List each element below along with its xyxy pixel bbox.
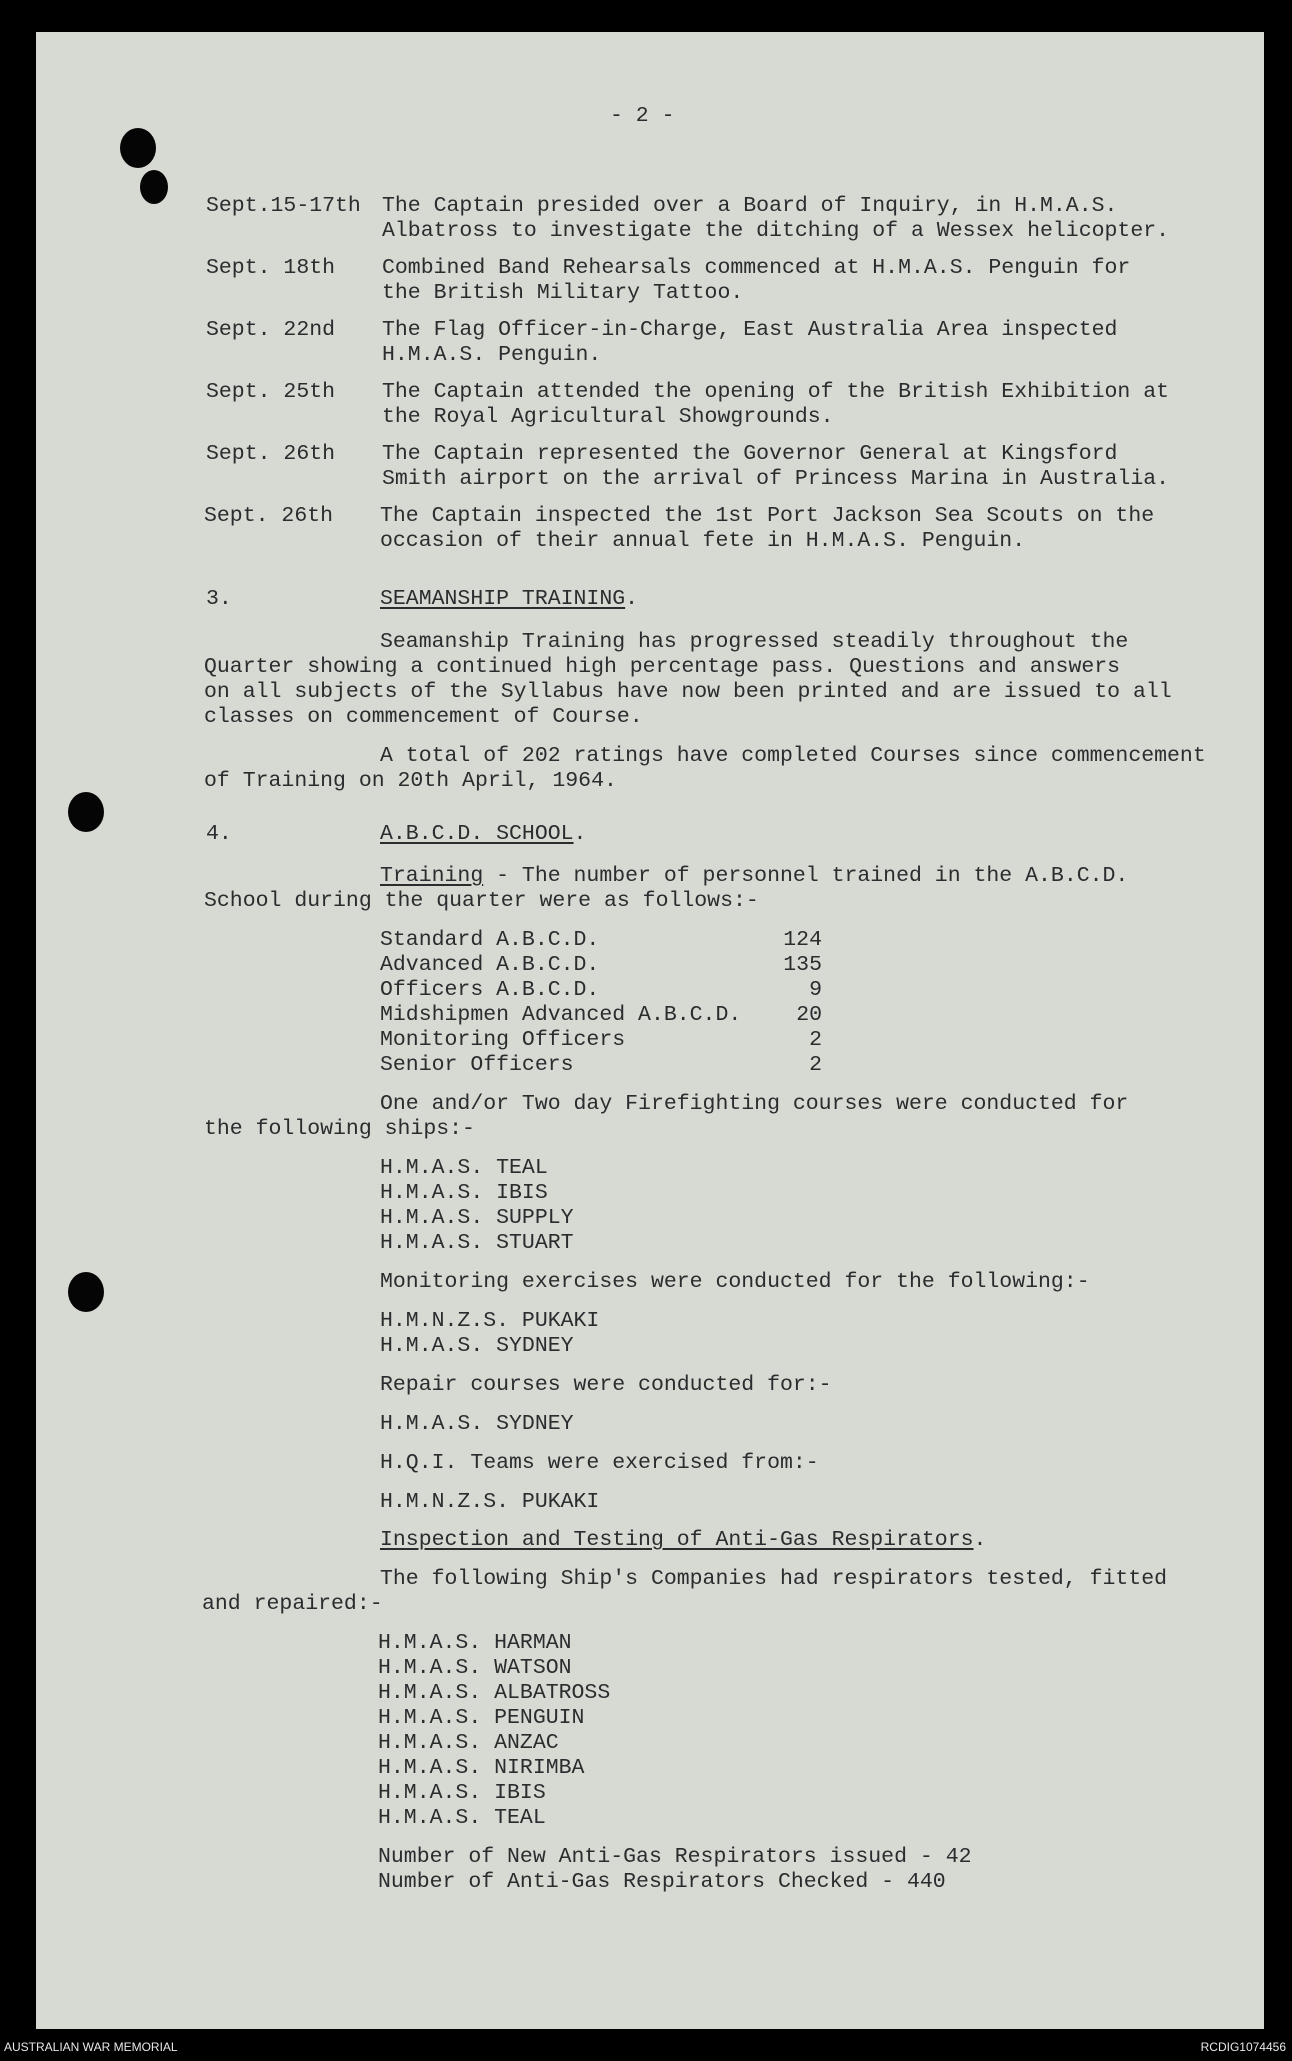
event-text: the Royal Agricultural Showgrounds.	[382, 405, 834, 429]
paragraph-line: and repaired:-	[202, 1592, 383, 1616]
ship-name: H.M.A.S. SYDNEY	[380, 1412, 574, 1436]
event-date: Sept. 22nd	[206, 318, 336, 342]
ship-name: H.M.A.S. ALBATROSS	[378, 1681, 611, 1705]
ship-name: H.M.A.S. IBIS	[378, 1781, 546, 1805]
training-line: School during the quarter were as follows:-	[204, 889, 759, 913]
footer-id: RCDIG1074456	[1200, 2040, 1286, 2054]
trained-label: Officers A.B.C.D.	[380, 978, 600, 1002]
event-text: H.M.A.S. Penguin.	[382, 343, 602, 367]
section-heading: A.B.C.D. SCHOOL.	[380, 822, 587, 846]
trained-label: Midshipmen Advanced A.B.C.D.	[380, 1003, 742, 1027]
event-date: Sept.15-17th	[206, 194, 361, 218]
paragraph-line: the following ships:-	[204, 1117, 475, 1141]
event-date: Sept. 26th	[206, 442, 336, 466]
event-text: The Captain inspected the 1st Port Jackson Sea Scouts on the	[380, 504, 1155, 528]
ship-name: H.M.A.S. ANZAC	[378, 1731, 559, 1755]
trained-label: Standard A.B.C.D.	[380, 928, 600, 952]
event-text: the British Military Tattoo.	[382, 281, 744, 305]
subsection-heading: Inspection and Testing of Anti-Gas Respirators.	[380, 1528, 987, 1552]
punch-hole	[68, 1272, 104, 1312]
paragraph-line: A total of 202 ratings have completed Courses since commencement	[380, 744, 1206, 768]
ship-name: H.M.A.S. IBIS	[380, 1181, 548, 1205]
paragraph-line: Repair courses were conducted for:-	[380, 1373, 832, 1397]
trained-count: 20	[796, 1003, 822, 1027]
paragraph-line: on all subjects of the Syllabus have now been printed and are issued to all	[204, 680, 1172, 704]
event-text: The Flag Officer-in-Charge, East Australia Area inspected	[382, 318, 1118, 342]
ship-name: H.M.A.S. NIRIMBA	[378, 1756, 585, 1780]
paragraph-line: of Training on 20th April, 1964.	[204, 769, 617, 793]
ship-name: H.M.A.S. TEAL	[380, 1156, 548, 1180]
respirators-issued: Number of New Anti-Gas Respirators issued - 42	[378, 1845, 972, 1869]
document-page	[36, 32, 1264, 2029]
trained-count: 135	[783, 953, 822, 977]
punch-hole	[120, 128, 156, 168]
trained-label: Advanced A.B.C.D.	[380, 953, 600, 977]
event-text: The Captain presided over a Board of Inquiry, in H.M.A.S.	[382, 194, 1118, 218]
paragraph-line: Monitoring exercises were conducted for the following:-	[380, 1270, 1090, 1294]
paragraph-line: Quarter showing a continued high percentage pass. Questions and answers	[204, 655, 1121, 679]
ship-name: H.M.A.S. STUART	[380, 1231, 574, 1255]
trained-label: Monitoring Officers	[380, 1028, 626, 1052]
punch-hole	[68, 792, 104, 832]
event-text: occasion of their annual fete in H.M.A.S. Penguin.	[380, 529, 1026, 553]
event-text: The Captain represented the Governor General at Kingsford	[382, 442, 1118, 466]
paragraph-line: One and/or Two day Firefighting courses were conducted for	[380, 1092, 1129, 1116]
event-date: Sept. 26th	[204, 504, 334, 528]
section-number: 4.	[206, 822, 232, 846]
ship-name: H.M.A.S. SUPPLY	[380, 1206, 574, 1230]
trained-count: 124	[783, 928, 822, 952]
event-date: Sept. 25th	[206, 380, 336, 404]
ship-name: H.M.A.S. TEAL	[378, 1806, 546, 1830]
ship-name: H.M.N.Z.S. PUKAKI	[380, 1490, 600, 1514]
trained-count: 9	[809, 978, 822, 1002]
ship-name: H.M.N.Z.S. PUKAKI	[380, 1309, 600, 1333]
trained-label: Senior Officers	[380, 1053, 574, 1077]
respirators-checked: Number of Anti-Gas Respirators Checked - 440	[378, 1870, 946, 1894]
trained-count: 2	[809, 1053, 822, 1077]
event-text: Albatross to investigate the ditching of a Wessex helicopter.	[382, 219, 1170, 243]
ship-name: H.M.A.S. WATSON	[378, 1656, 572, 1680]
paragraph-line: Seamanship Training has progressed steadily throughout the	[380, 630, 1129, 654]
section-heading: SEAMANSHIP TRAINING.	[380, 587, 639, 611]
training-line: Training - The number of personnel trained in the A.B.C.D.	[380, 864, 1129, 888]
paragraph-line: H.Q.I. Teams were exercised from:-	[380, 1451, 819, 1475]
event-text: Combined Band Rehearsals commenced at H.M.A.S. Penguin for	[382, 256, 1131, 280]
event-text: Smith airport on the arrival of Princess Marina in Australia.	[382, 467, 1170, 491]
ship-name: H.M.A.S. PENGUIN	[378, 1706, 585, 1730]
event-text: The Captain attended the opening of the British Exhibition at	[382, 380, 1170, 404]
punch-hole	[140, 170, 168, 204]
ship-name: H.M.A.S. HARMAN	[378, 1631, 572, 1655]
trained-count: 2	[809, 1028, 822, 1052]
paragraph-line: The following Ship's Companies had respirators tested, fitted	[380, 1567, 1168, 1591]
event-date: Sept. 18th	[206, 256, 336, 280]
section-number: 3.	[206, 587, 232, 611]
paragraph-line: classes on commencement of Course.	[204, 705, 643, 729]
ship-name: H.M.A.S. SYDNEY	[380, 1334, 574, 1358]
page-number: - 2 -	[610, 104, 675, 128]
footer-source: AUSTRALIAN WAR MEMORIAL	[4, 2040, 178, 2054]
